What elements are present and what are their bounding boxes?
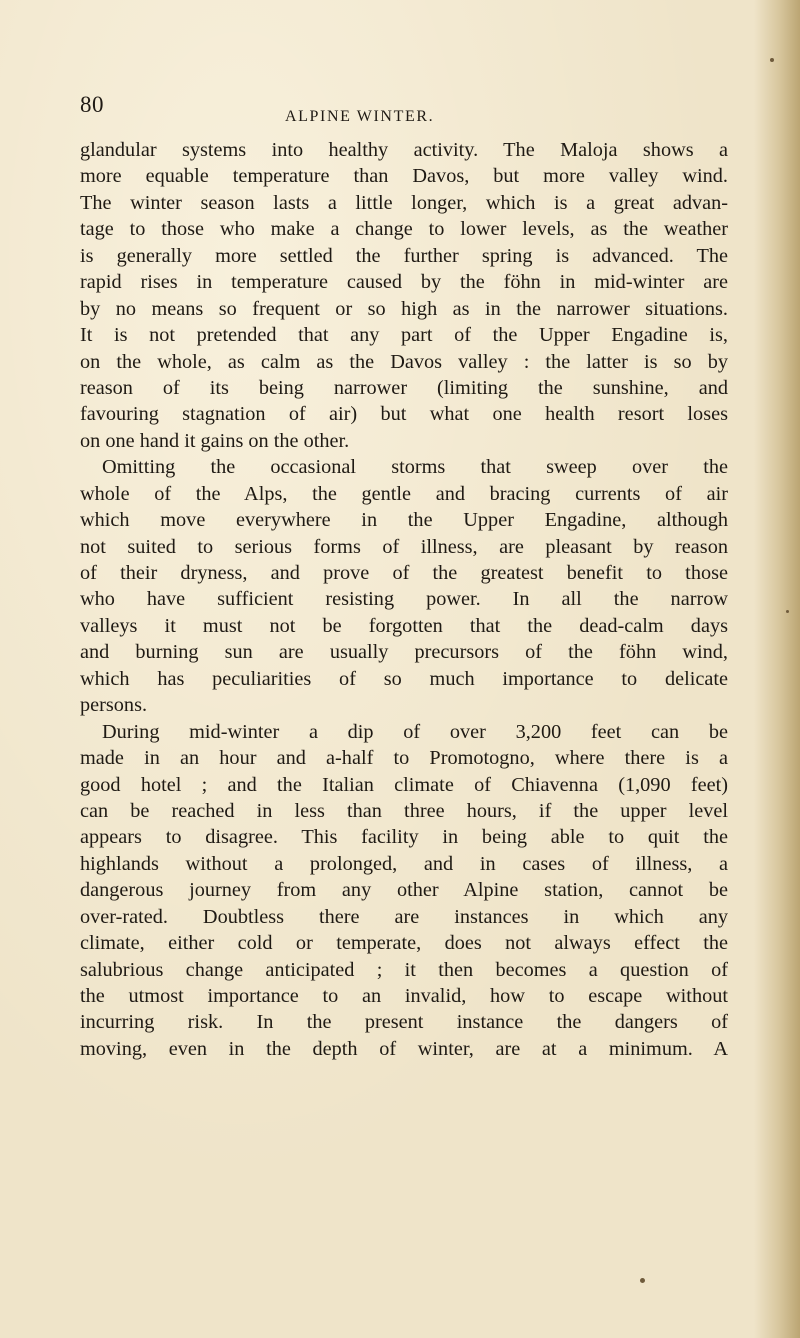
text-line: who have sufficient resisting power. In all the narrow	[80, 588, 728, 611]
text-line: on one hand it gains on the other.	[80, 429, 350, 452]
text-line: glandular systems into healthy activity. The Maloja shows a	[80, 139, 728, 161]
text-line: more equable temperature than Davos, but more valley wind.	[80, 165, 728, 188]
text-line: moving, even in the depth of winter, are at a minimum. A	[80, 1037, 728, 1060]
text-line: The winter season lasts a little longer, which is a great advan-	[80, 191, 728, 214]
text-line: It is not pretended that any part of the Upper Engadine is,	[80, 324, 728, 347]
text-line: reason of its being narrower (limiting the sunshine, and	[80, 376, 728, 399]
text-line: valleys it must not be forgotten that the dead-calm days	[80, 614, 728, 637]
text-line: the utmost importance to an invalid, how to escape without	[80, 985, 728, 1007]
text-line: is generally more settled the further spring is advanced. The	[80, 244, 728, 267]
text-line: made in an hour and a-half to Promotogno, where there is a	[80, 747, 728, 770]
text-line: which has peculiarities of so much importance to delicate	[80, 667, 728, 690]
text-line: Omitting the occasional storms that sweep over the	[102, 456, 728, 479]
text-line: by no means so frequent or so high as in the narrower situations.	[80, 297, 728, 320]
text-line: highlands without a prolonged, and in cases of illness, a	[80, 852, 728, 875]
text-line: over-rated. Doubtless there are instances in which any	[80, 905, 728, 928]
text-line: rapid rises in temperature caused by the föhn in mid-winter are	[80, 271, 728, 294]
ink-speck	[786, 610, 789, 613]
text-line: appears to disagree. This facility in being able to quit the	[80, 826, 728, 849]
text-line: salubrious change anticipated ; it then becomes a question of	[80, 958, 728, 981]
text-line: tage to those who make a change to lower levels, as the weather	[80, 218, 728, 241]
text-line: favouring stagnation of air) but what one health resort loses	[80, 403, 728, 426]
text-line: not suited to serious forms of illness, are pleasant by reason	[80, 535, 728, 558]
text-line: which move everywhere in the Upper Engadine, although	[80, 509, 728, 532]
text-line: can be reached in less than three hours, if the upper level	[80, 799, 728, 822]
ink-speck	[640, 1278, 645, 1283]
text-line: climate, either cold or temperate, does not always effect the	[80, 932, 728, 955]
text-line: on the whole, as calm as the Davos valley : the latter is so by	[80, 350, 728, 373]
running-head: ALPINE WINTER.	[285, 108, 435, 125]
page-number: 80	[80, 92, 104, 117]
page-edge-shadow	[754, 0, 800, 1338]
text-line: dangerous journey from any other Alpine station, cannot be	[80, 879, 728, 902]
text-line: incurring risk. In the present instance the dangers of	[80, 1011, 728, 1034]
ink-speck	[770, 58, 774, 62]
text-line: of their dryness, and prove of the greatest benefit to those	[80, 562, 728, 584]
text-line: whole of the Alps, the gentle and bracing currents of air	[80, 482, 728, 505]
text-line: During mid-winter a dip of over 3,200 feet can be	[102, 720, 728, 743]
text-line: and burning sun are usually precursors of the föhn wind,	[80, 641, 728, 664]
body-text	[80, 137, 728, 1062]
text-line: persons.	[80, 694, 148, 717]
page-header	[80, 92, 730, 132]
text-line: good hotel ; and the Italian climate of Chiavenna (1,090 feet)	[80, 773, 728, 796]
